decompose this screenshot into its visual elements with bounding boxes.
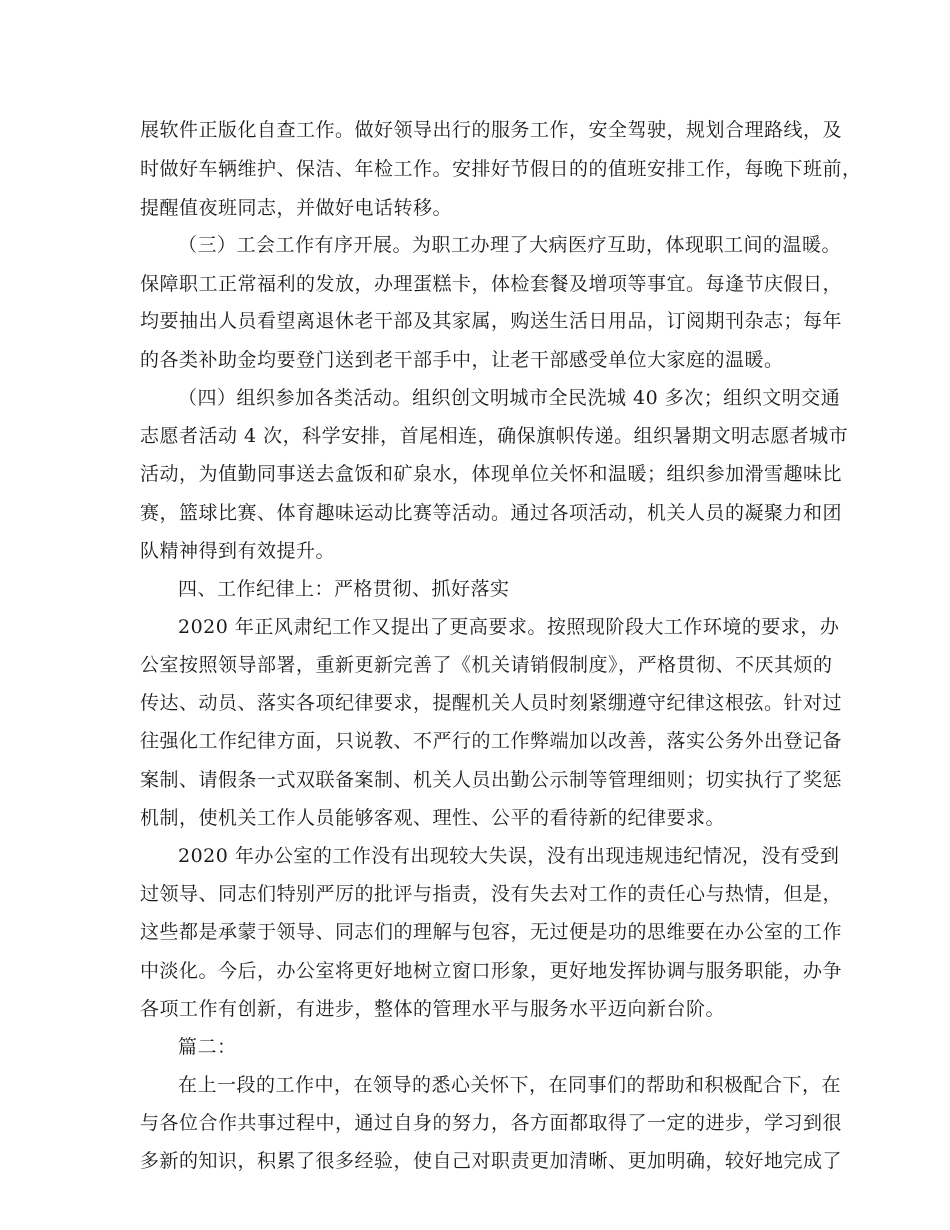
- text-line: （四）组织参加各类活动。组织创文明城市全民洗城 40 多次；组织文明交通: [178, 387, 841, 409]
- text-line: 过领导、同志们特别严厉的批评与指责，没有失去对工作的责任心与热情，但是，: [140, 883, 843, 905]
- text-line: 提醒值夜班同志，并做好电话转移。: [140, 197, 453, 219]
- text-line: 机制，使机关工作人员能够客观、理性、公平的看待新的纪律要求。: [140, 807, 726, 829]
- text-line: 传达、动员、落实各项纪律要求，提醒机关人员时刻紧绷遵守纪律这根弦。针对过: [140, 692, 843, 714]
- text-line: 2020 年正风肃纪工作又提出了更高要求。按照现阶段大工作环境的要求，办: [178, 616, 840, 638]
- text-line: （三）工会工作有序开展。为职工办理了大病医疗互助，体现职工间的温暖。: [178, 234, 842, 256]
- text-line: 2020 年办公室的工作没有出现较大失误，没有出现违规违纪情况，没有受到: [178, 845, 840, 867]
- text-line: 各项工作有创新，有进步，整体的管理水平与服务水平迈向新台阶。: [140, 998, 726, 1020]
- text-line: 往强化工作纪律方面，只说教、不严行的工作弊端加以改善，落实公务外出登记备: [140, 730, 843, 752]
- text-line: 时做好车辆维护、保洁、年检工作。安排好节假日的的值班安排工作，每晚下班前，: [140, 158, 862, 180]
- text-line: 中淡化。今后，办公室将更好地树立窗口形象，更好地发挥协调与服务职能，办争: [140, 960, 843, 982]
- text-line: 赛，篮球比赛、体育趣味运动比赛等活动。通过各项活动，机关人员的凝聚力和团: [140, 502, 843, 524]
- text-line: 与各位合作共事过程中，通过自身的努力，各方面都取得了一定的进步，学习到很: [140, 1112, 843, 1134]
- text-line: 志愿者活动 4 次，科学安排，首尾相连，确保旗帜传递。组织暑期文明志愿者城市: [140, 425, 849, 447]
- text-line: 公室按照领导部署，重新更新完善了《机关请销假制度》，严格贯彻、不厌其烦的: [140, 654, 833, 676]
- text-line: 队精神得到有效提升。: [140, 540, 336, 562]
- text-line: 在上一段的工作中，在领导的悉心关怀下，在同事们的帮助和积极配合下，在: [178, 1074, 842, 1096]
- text-line: 均要抽出人员看望离退休老干部及其家属，购送生活日用品，订阅期刊杂志；每年: [140, 310, 843, 332]
- text-line: 这些都是承蒙于领导、同志们的理解与包容，无过便是功的思维要在办公室的工作: [140, 921, 843, 943]
- section-heading: 四、工作纪律上：严格贯彻、抓好落实: [178, 578, 510, 600]
- text-line: 保障职工正常福利的发放，办理蛋糕卡，体检套餐及增项等事宜。每逢节庆假日，: [140, 273, 843, 295]
- text-line: 案制、请假条一式双联备案制、机关人员出勤公示制等管理细则；切实执行了奖惩: [140, 769, 843, 791]
- text-line: 活动，为值勤同事送去盒饭和矿泉水，体现单位关怀和温暖；组织参加滑雪趣味比: [140, 463, 843, 485]
- text-line: 展软件正版化自查工作。做好领导出行的服务工作，安全驾驶，规划合理路线，及: [140, 119, 843, 141]
- text-line: 的各类补助金均要登门送到老干部手中，让老干部感受单位大家庭的温暖。: [140, 349, 784, 371]
- text-line: 多新的知识，积累了很多经验，使自己对职责更加清晰、更加明确，较好地完成了: [140, 1150, 843, 1172]
- section-heading: 篇二：: [178, 1036, 237, 1058]
